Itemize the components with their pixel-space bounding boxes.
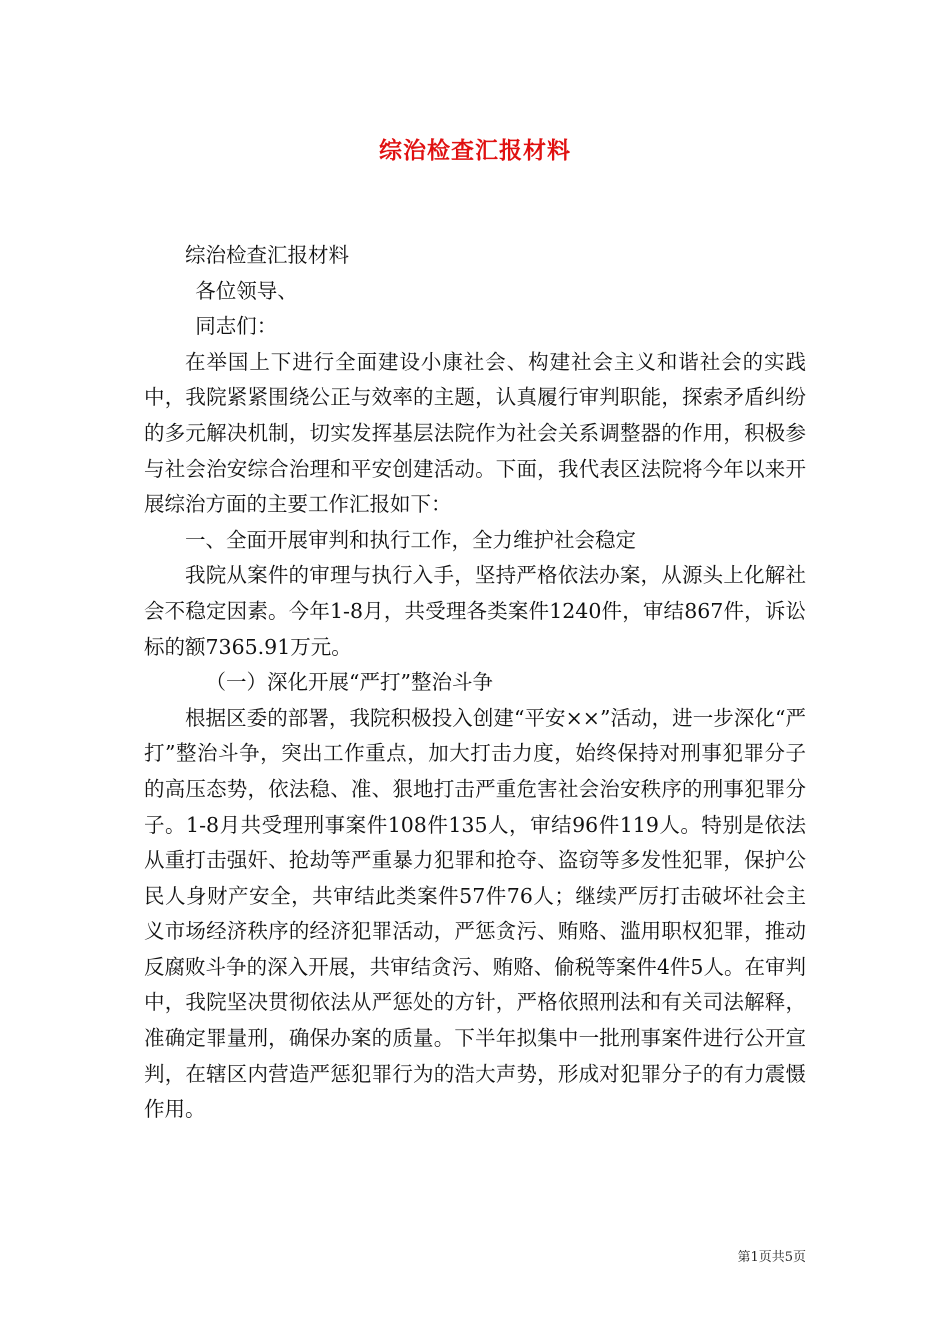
subsection-heading-1: （一）深化开展“严打”整治斗争	[205, 670, 493, 695]
section-heading-1: 一、全面开展审判和执行工作，全力维护社会稳定	[185, 527, 636, 552]
document-title: 综治检查汇报材料	[379, 137, 571, 164]
page-indicator: 第1页共5页	[737, 1250, 806, 1265]
document-body	[144, 238, 806, 1128]
subsection-1-paragraph: 根据区委的部署，我院积极投入创建“平安××”活动，进一步深化“严打”整治斗争，突出工作重点，加大打击力度，始终保持对刑事犯罪分子的高压态势，依法稳、准、狠地打击严重危害社会治安秩序的刑事犯罪分子。1-8月共受理刑事案件108件135人，审结96件119人。特别是依法从重打击强奸、抢劫等严重暴力犯罪和抢夺、盗窃等多发性犯罪，保护公民人身财产安全，共审结此类案件57件76人；继续严厉打击破坏社会主义市场经济秩序的经济犯罪活动，严惩贪污、贿赂、滥用职权犯罪，推动反腐败斗争的深入开展，共审结贪污、贿赂、偷税等案件4件5人。在审判中，我院坚决贯彻依法从严惩处的方针，严格依照刑法和有关司法解释，准确定罪量刑，确保办案的质量。下半年拟集中一批刑事案件进行公开宣判，在辖区内营造严惩犯罪行为的浩大声势，形成对犯罪分子的有力震慑作用。	[144, 705, 806, 1122]
intro-paragraph: 在举国上下进行全面建设小康社会、构建社会主义和谐社会的实践中，我院紧紧围绕公正与效率的主题，认真履行审判职能，探索矛盾纠纷的多元解决机制，切实发挥基层法院作为社会关系调整器的作用，积极参与社会治安综合治理和平安创建活动。下面，我代表区法院将今年以来开展综治方面的主要工作汇报如下：	[144, 349, 806, 517]
section-1-paragraph: 我院从案件的审理与执行入手，坚持严格依法办案，从源头上化解社会不稳定因素。今年1-8月，共受理各类案件1240件，审结867件，诉讼标的额7365.91万元。	[144, 563, 806, 659]
greeting-leaders: 各位领导、	[195, 278, 298, 303]
document-subtitle: 综治检查汇报材料	[185, 243, 349, 267]
greeting-comrades: 同志们：	[195, 314, 278, 339]
